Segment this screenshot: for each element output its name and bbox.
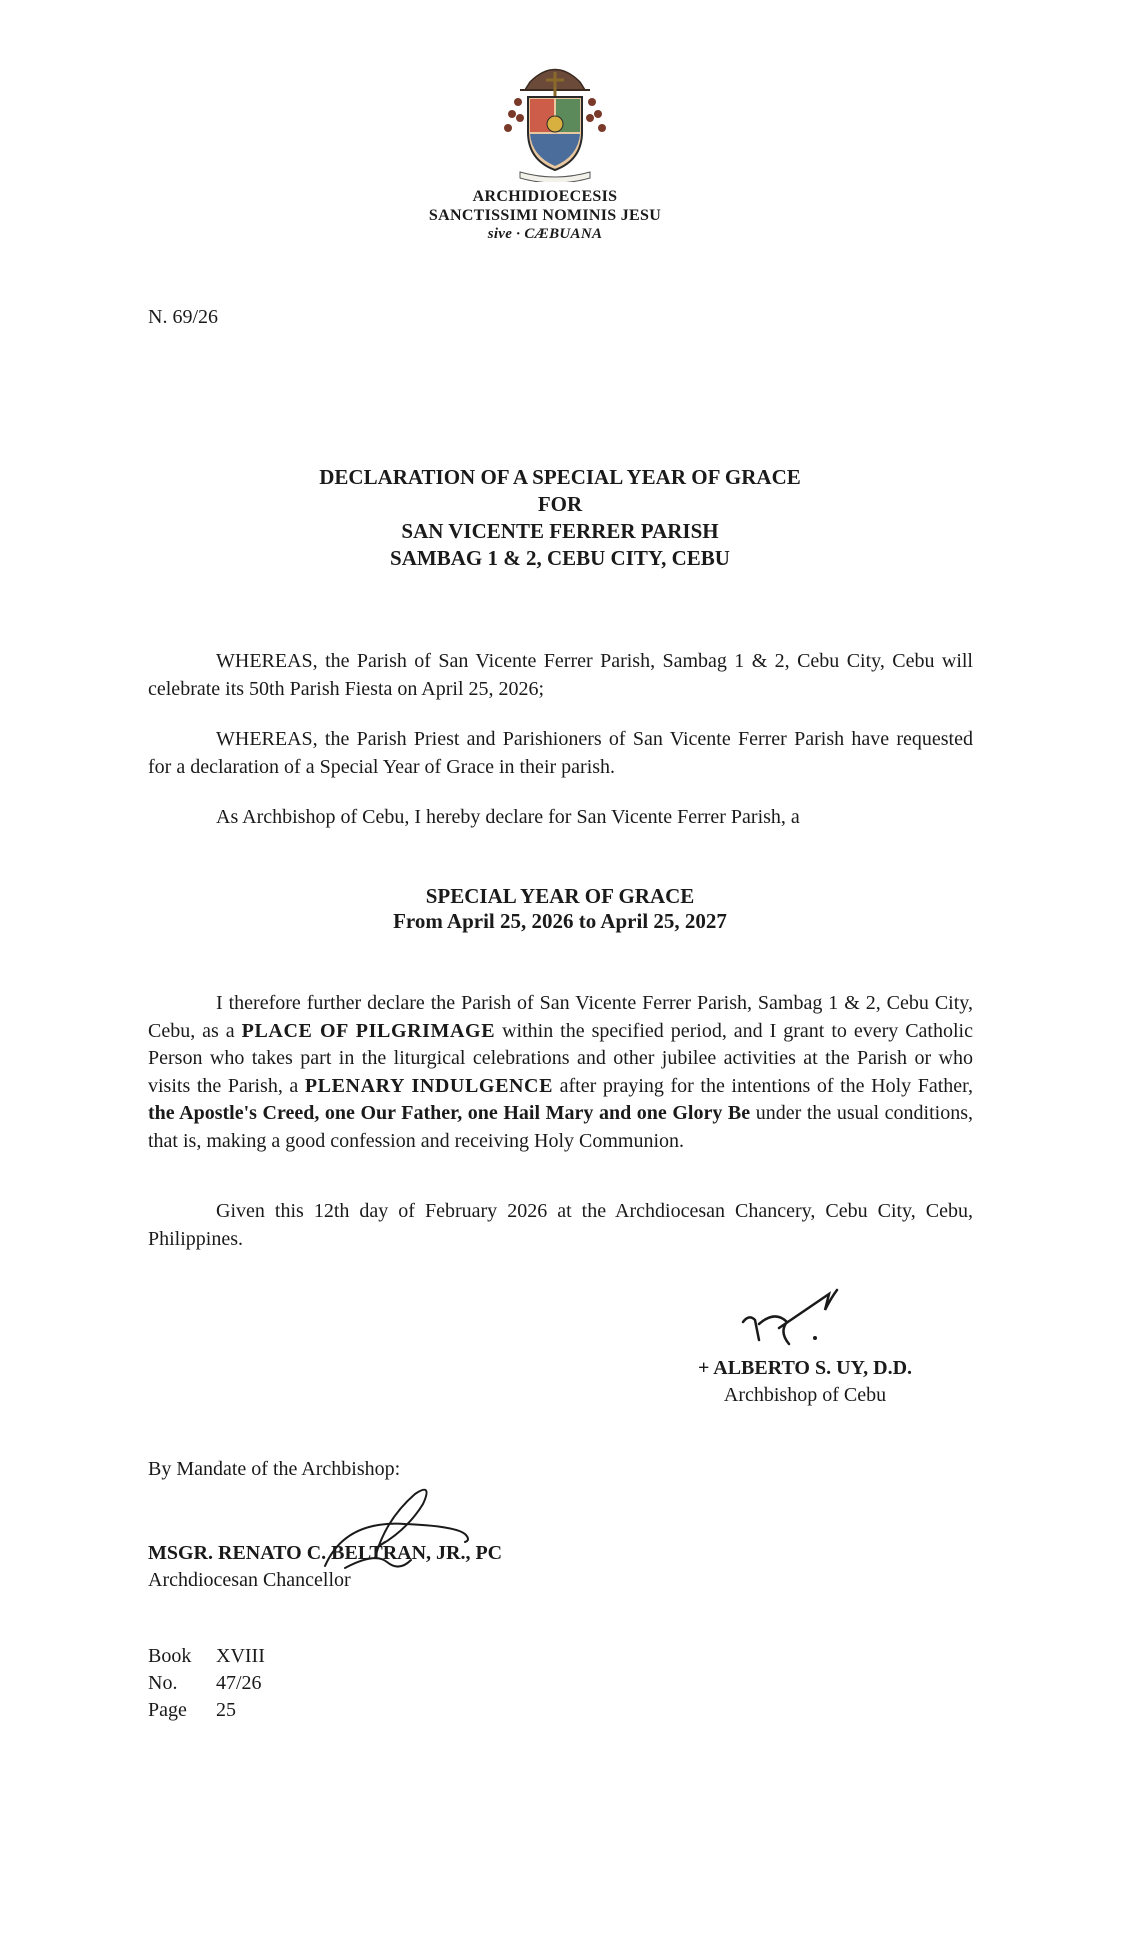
coat-of-arms-icon	[490, 52, 620, 182]
no-label: No.	[148, 1672, 178, 1694]
registry-number	[148, 1670, 265, 1697]
no-value: 47/26	[216, 1672, 262, 1694]
mandate-label: By Mandate of the Archbishop:	[148, 1458, 401, 1480]
page-label: Page	[148, 1699, 187, 1721]
given-text: Given this 12th day of February 2026 at the Archdiocesan Chancery, Cebu City, Cebu, Philippines.	[148, 1200, 973, 1250]
letterhead-line-1: ARCHIDIOECESIS	[472, 188, 618, 205]
whereas-text-1: WHEREAS, the Parish of San Vicente Ferrer Parish, Sambag 1 & 2, Cebu City, Cebu will celebrate its 50th Parish Fiesta on April 25, 2026;	[148, 650, 973, 700]
page-value: 25	[216, 1699, 236, 1721]
grace-heading: SPECIAL YEAR OF GRACE	[425, 884, 695, 908]
indulgence-bold: PLENARY INDULGENCE	[304, 1074, 554, 1097]
archbishop-block	[680, 1355, 930, 1409]
whereas-paragraph-1	[148, 648, 973, 703]
registry-block	[148, 1643, 265, 1724]
declare-text: As Archbishop of Cebu, I hereby declare for San Vicente Ferrer Parish, a	[216, 806, 800, 828]
title-line-3: SAN VICENTE FERRER PARISH	[401, 519, 719, 543]
declare-paragraph	[148, 804, 973, 832]
whereas-text-2: WHEREAS, the Parish Priest and Parishioners of San Vicente Ferrer Parish have requested for a declaration of a Special Year of Grace in their parish.	[148, 728, 973, 778]
archbishop-name: + ALBERTO S. UY, D.D.	[697, 1357, 913, 1379]
book-label: Book	[148, 1645, 192, 1667]
grace-dates: From April 25, 2026 to April 25, 2027	[393, 909, 727, 933]
book-value: XVIII	[216, 1645, 265, 1667]
archbishop-signature-icon	[735, 1280, 855, 1350]
chancellor-name: MSGR. RENATO C. BELTRAN, JR., PC	[148, 1542, 503, 1564]
title-line-2: FOR	[537, 492, 583, 516]
registry-page	[148, 1697, 265, 1724]
reference-number: N. 69/26	[148, 306, 218, 328]
registry-book	[148, 1643, 265, 1670]
given-paragraph	[148, 1198, 973, 1253]
chancellor-signature-icon	[315, 1480, 480, 1575]
therefore-text-1: I therefore further declare the Parish of San Vicente Ferrer Parish, Sambag 1 & 2, Cebu City, Cebu, as a	[148, 992, 973, 1042]
therefore-text-2: within the specified period, and I grant to every Catholic Person who takes part in the liturgical celebrations and other jubilee activities at the Parish or who visits the Parish, a	[148, 1019, 973, 1097]
title-line-1: DECLARATION OF A SPECIAL YEAR OF GRACE	[319, 465, 801, 489]
prayers-bold: the Apostle's Creed, one Our Father, one Hail Mary and one Glory Be	[148, 1102, 751, 1124]
pilgrimage-bold: PLACE OF PILGRIMAGE	[241, 1019, 496, 1042]
letterhead-line-2: SANCTISSIMI NOMINIS JESU	[428, 207, 662, 224]
therefore-text-3: after praying for the intentions of the Holy Father,	[553, 1074, 973, 1097]
therefore-text-4: under the usual conditions, that is, making a good confession and receiving Holy Communion.	[148, 1102, 973, 1152]
chancellor-title: Archdiocesan Chancellor	[148, 1569, 351, 1591]
therefore-paragraph	[148, 990, 973, 1155]
title-line-4: SAMBAG 1 & 2, CEBU CITY, CEBU	[390, 546, 730, 570]
letterhead-line-3: sive · CÆBUANA	[487, 226, 603, 242]
whereas-paragraph-2	[148, 726, 973, 781]
archbishop-title: Archbishop of Cebu	[723, 1384, 887, 1406]
